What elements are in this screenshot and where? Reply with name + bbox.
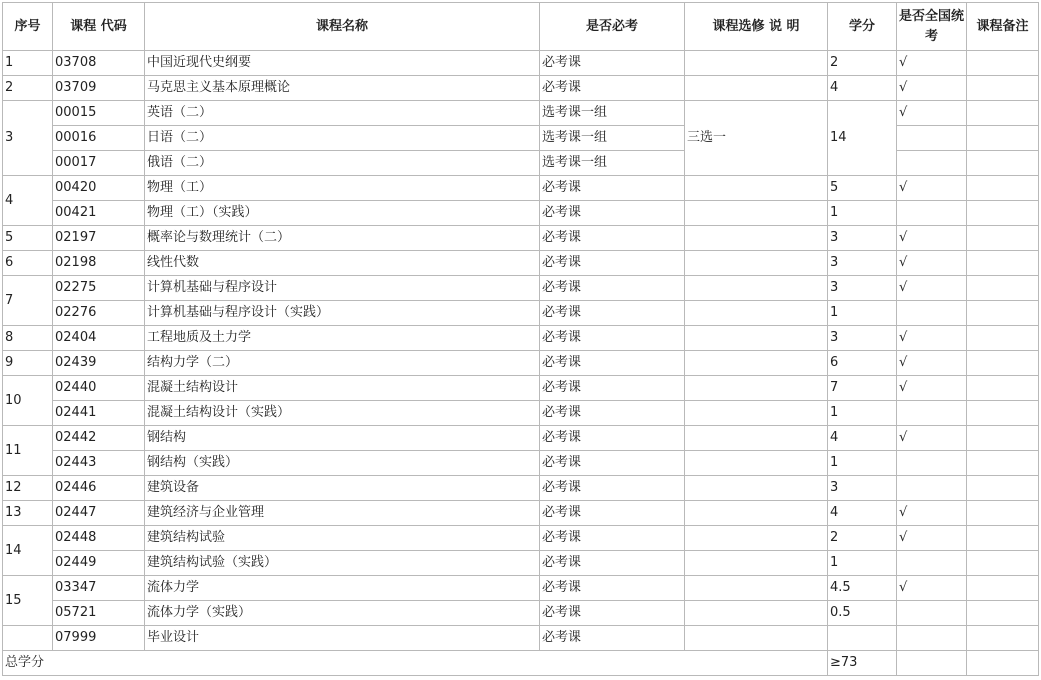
- course-name-cell: 工程地质及土力学: [145, 326, 540, 351]
- course-code-cell: 03708: [53, 51, 145, 76]
- course-code-cell: 02441: [53, 401, 145, 426]
- national-exam-cell: [897, 476, 967, 501]
- course-name-cell: 钢结构（实践）: [145, 451, 540, 476]
- required-cell: 必考课: [540, 201, 685, 226]
- table-row: [3, 526, 1039, 551]
- course-name-cell: 钢结构: [145, 426, 540, 451]
- table-row: [3, 626, 1039, 651]
- national-exam-cell: √: [897, 526, 967, 551]
- national-exam-cell: √: [897, 276, 967, 301]
- elective-note-cell: [685, 226, 828, 251]
- elective-note-cell: [685, 301, 828, 326]
- elective-note-cell: [685, 276, 828, 301]
- credit-cell: 1: [828, 551, 897, 576]
- national-exam-cell: √: [897, 576, 967, 601]
- credit-cell: 4: [828, 76, 897, 101]
- course-name-cell: 英语（二）: [145, 101, 540, 126]
- required-cell: 必考课: [540, 551, 685, 576]
- course-code-cell: 07999: [53, 626, 145, 651]
- national-exam-cell: √: [897, 326, 967, 351]
- elective-note-cell: [685, 401, 828, 426]
- credit-cell: 2: [828, 51, 897, 76]
- required-cell: 必考课: [540, 576, 685, 601]
- required-cell: 必考课: [540, 376, 685, 401]
- required-cell: 选考课一组: [540, 101, 685, 126]
- elective-note-cell: [685, 601, 828, 626]
- seq-cell: 3: [3, 101, 53, 176]
- course-code-cell: 02198: [53, 251, 145, 276]
- elective-note-cell: [685, 176, 828, 201]
- course-name-cell: 俄语（二）: [145, 151, 540, 176]
- course-plan-table: [2, 2, 1039, 676]
- national-exam-cell: √: [897, 351, 967, 376]
- credit-cell: 4: [828, 501, 897, 526]
- table-row: [3, 326, 1039, 351]
- elective-note-cell: [685, 201, 828, 226]
- remark-cell: [967, 176, 1039, 201]
- remark-cell: [967, 401, 1039, 426]
- credit-cell: 1: [828, 301, 897, 326]
- course-name-cell: 建筑结构试验: [145, 526, 540, 551]
- course-code-cell: 02443: [53, 451, 145, 476]
- credit-cell: 4: [828, 426, 897, 451]
- national-exam-cell: [897, 126, 967, 151]
- elective-note-cell: [685, 326, 828, 351]
- required-cell: 必考课: [540, 226, 685, 251]
- table-row: [3, 601, 1039, 626]
- course-code-cell: 03347: [53, 576, 145, 601]
- remark-cell: [967, 276, 1039, 301]
- credit-cell: 3: [828, 326, 897, 351]
- total-label-cell: 总学分: [3, 651, 828, 676]
- national-exam-cell: √: [897, 251, 967, 276]
- required-cell: 必考课: [540, 51, 685, 76]
- remark-cell: [967, 51, 1039, 76]
- national-exam-cell: [897, 151, 967, 176]
- remark-cell: [967, 501, 1039, 526]
- table-row: [3, 401, 1039, 426]
- elective-note-cell: [685, 526, 828, 551]
- remark-cell: [967, 376, 1039, 401]
- required-cell: 必考课: [540, 401, 685, 426]
- total-national-cell: [897, 651, 967, 676]
- seq-cell: 9: [3, 351, 53, 376]
- required-cell: 必考课: [540, 251, 685, 276]
- national-exam-cell: √: [897, 501, 967, 526]
- required-cell: 必考课: [540, 626, 685, 651]
- seq-cell: 4: [3, 176, 53, 226]
- course-name-cell: 建筑设备: [145, 476, 540, 501]
- remark-cell: [967, 351, 1039, 376]
- elective-note-cell: [685, 51, 828, 76]
- course-name-cell: 计算机基础与程序设计（实践）: [145, 301, 540, 326]
- seq-cell: 10: [3, 376, 53, 426]
- credit-cell: 1: [828, 451, 897, 476]
- elective-note-cell: [685, 501, 828, 526]
- credit-cell: 3: [828, 226, 897, 251]
- credit-cell: 6: [828, 351, 897, 376]
- remark-cell: [967, 476, 1039, 501]
- required-cell: 必考课: [540, 426, 685, 451]
- national-exam-cell: √: [897, 376, 967, 401]
- course-code-cell: 02197: [53, 226, 145, 251]
- course-code-cell: 00017: [53, 151, 145, 176]
- national-exam-cell: [897, 626, 967, 651]
- course-code-cell: 02446: [53, 476, 145, 501]
- national-exam-cell: [897, 201, 967, 226]
- course-code-cell: 02404: [53, 326, 145, 351]
- course-name-cell: 物理（工）（实践）: [145, 201, 540, 226]
- required-cell: 必考课: [540, 526, 685, 551]
- course-code-cell: 00015: [53, 101, 145, 126]
- credit-cell: 14: [828, 101, 897, 176]
- elective-note-cell: [685, 426, 828, 451]
- national-exam-cell: √: [897, 426, 967, 451]
- national-exam-cell: √: [897, 226, 967, 251]
- table-row: [3, 101, 1039, 126]
- table-body: [3, 51, 1039, 676]
- course-name-cell: 流体力学（实践）: [145, 601, 540, 626]
- remark-cell: [967, 451, 1039, 476]
- header-elective-note: 课程选修 说 明: [685, 3, 828, 51]
- course-name-cell: 结构力学（二）: [145, 351, 540, 376]
- remark-cell: [967, 301, 1039, 326]
- remark-cell: [967, 101, 1039, 126]
- seq-cell: 5: [3, 226, 53, 251]
- national-exam-cell: [897, 451, 967, 476]
- elective-note-cell: [685, 76, 828, 101]
- course-code-cell: 02442: [53, 426, 145, 451]
- remark-cell: [967, 226, 1039, 251]
- credit-cell: 0.5: [828, 601, 897, 626]
- total-credit-cell: ≥73: [828, 651, 897, 676]
- remark-cell: [967, 626, 1039, 651]
- seq-cell: 15: [3, 576, 53, 626]
- elective-note-cell: [685, 626, 828, 651]
- course-code-cell: 02439: [53, 351, 145, 376]
- required-cell: 选考课一组: [540, 151, 685, 176]
- course-code-cell: 00421: [53, 201, 145, 226]
- header-credit: 学分: [828, 3, 897, 51]
- remark-cell: [967, 526, 1039, 551]
- seq-cell: 2: [3, 76, 53, 101]
- course-code-cell: 02448: [53, 526, 145, 551]
- national-exam-cell: [897, 401, 967, 426]
- elective-note-cell: [685, 351, 828, 376]
- course-code-cell: 02440: [53, 376, 145, 401]
- header-required: 是否必考: [540, 3, 685, 51]
- header-remark: 课程备注: [967, 3, 1039, 51]
- table-row: [3, 76, 1039, 101]
- elective-note-cell: 三选一: [685, 101, 828, 176]
- remark-cell: [967, 426, 1039, 451]
- total-row: [3, 651, 1039, 676]
- header-course-code: 课程 代码: [53, 3, 145, 51]
- remark-cell: [967, 76, 1039, 101]
- credit-cell: 4.5: [828, 576, 897, 601]
- required-cell: 必考课: [540, 276, 685, 301]
- national-exam-cell: [897, 601, 967, 626]
- header-course-name: 课程名称: [145, 3, 540, 51]
- table-row: [3, 276, 1039, 301]
- course-name-cell: 建筑结构试验（实践）: [145, 551, 540, 576]
- required-cell: 必考课: [540, 476, 685, 501]
- seq-cell: 7: [3, 276, 53, 326]
- remark-cell: [967, 126, 1039, 151]
- table-row: [3, 51, 1039, 76]
- course-code-cell: 00420: [53, 176, 145, 201]
- credit-cell: 5: [828, 176, 897, 201]
- course-code-cell: 00016: [53, 126, 145, 151]
- course-name-cell: 建筑经济与企业管理: [145, 501, 540, 526]
- required-cell: 必考课: [540, 501, 685, 526]
- national-exam-cell: √: [897, 176, 967, 201]
- seq-cell: 8: [3, 326, 53, 351]
- table-row: [3, 576, 1039, 601]
- required-cell: 必考课: [540, 76, 685, 101]
- national-exam-cell: √: [897, 51, 967, 76]
- header-row: [3, 3, 1039, 51]
- remark-cell: [967, 601, 1039, 626]
- credit-cell: 1: [828, 201, 897, 226]
- required-cell: 选考课一组: [540, 126, 685, 151]
- remark-cell: [967, 551, 1039, 576]
- course-name-cell: 概率论与数理统计（二）: [145, 226, 540, 251]
- course-name-cell: 混凝土结构设计（实践）: [145, 401, 540, 426]
- course-name-cell: 日语（二）: [145, 126, 540, 151]
- course-code-cell: 03709: [53, 76, 145, 101]
- course-name-cell: 流体力学: [145, 576, 540, 601]
- required-cell: 必考课: [540, 301, 685, 326]
- course-name-cell: 计算机基础与程序设计: [145, 276, 540, 301]
- total-remark-cell: [967, 651, 1039, 676]
- elective-note-cell: [685, 376, 828, 401]
- credit-cell: [828, 626, 897, 651]
- credit-cell: 3: [828, 251, 897, 276]
- course-code-cell: 05721: [53, 601, 145, 626]
- table-row: [3, 426, 1039, 451]
- course-code-cell: 02276: [53, 301, 145, 326]
- seq-cell: 11: [3, 426, 53, 476]
- course-name-cell: 物理（工）: [145, 176, 540, 201]
- remark-cell: [967, 326, 1039, 351]
- course-name-cell: 马克思主义基本原理概论: [145, 76, 540, 101]
- required-cell: 必考课: [540, 351, 685, 376]
- credit-cell: 3: [828, 476, 897, 501]
- course-code-cell: 02447: [53, 501, 145, 526]
- elective-note-cell: [685, 451, 828, 476]
- table-row: [3, 376, 1039, 401]
- remark-cell: [967, 201, 1039, 226]
- table-row: [3, 551, 1039, 576]
- table-row: [3, 301, 1039, 326]
- header-seq: 序号: [3, 3, 53, 51]
- required-cell: 必考课: [540, 451, 685, 476]
- header-national-exam: 是否全国统考: [897, 3, 967, 51]
- seq-cell: 6: [3, 251, 53, 276]
- credit-cell: 2: [828, 526, 897, 551]
- seq-cell: [3, 626, 53, 651]
- remark-cell: [967, 251, 1039, 276]
- course-name-cell: 线性代数: [145, 251, 540, 276]
- table-row: [3, 476, 1039, 501]
- seq-cell: 12: [3, 476, 53, 501]
- elective-note-cell: [685, 576, 828, 601]
- table-row: [3, 201, 1039, 226]
- course-code-cell: 02449: [53, 551, 145, 576]
- national-exam-cell: [897, 301, 967, 326]
- elective-note-cell: [685, 251, 828, 276]
- elective-note-cell: [685, 551, 828, 576]
- required-cell: 必考课: [540, 176, 685, 201]
- national-exam-cell: √: [897, 76, 967, 101]
- table-row: [3, 226, 1039, 251]
- table-row: [3, 176, 1039, 201]
- elective-note-cell: [685, 476, 828, 501]
- course-name-cell: 混凝土结构设计: [145, 376, 540, 401]
- remark-cell: [967, 151, 1039, 176]
- seq-cell: 14: [3, 526, 53, 576]
- seq-cell: 13: [3, 501, 53, 526]
- course-name-cell: 中国近现代史纲要: [145, 51, 540, 76]
- required-cell: 必考课: [540, 601, 685, 626]
- credit-cell: 1: [828, 401, 897, 426]
- national-exam-cell: √: [897, 101, 967, 126]
- credit-cell: 3: [828, 276, 897, 301]
- national-exam-cell: [897, 551, 967, 576]
- table-row: [3, 451, 1039, 476]
- required-cell: 必考课: [540, 326, 685, 351]
- table-row: [3, 501, 1039, 526]
- course-name-cell: 毕业设计: [145, 626, 540, 651]
- table-row: [3, 351, 1039, 376]
- course-code-cell: 02275: [53, 276, 145, 301]
- credit-cell: 7: [828, 376, 897, 401]
- table-row: [3, 251, 1039, 276]
- seq-cell: 1: [3, 51, 53, 76]
- remark-cell: [967, 576, 1039, 601]
